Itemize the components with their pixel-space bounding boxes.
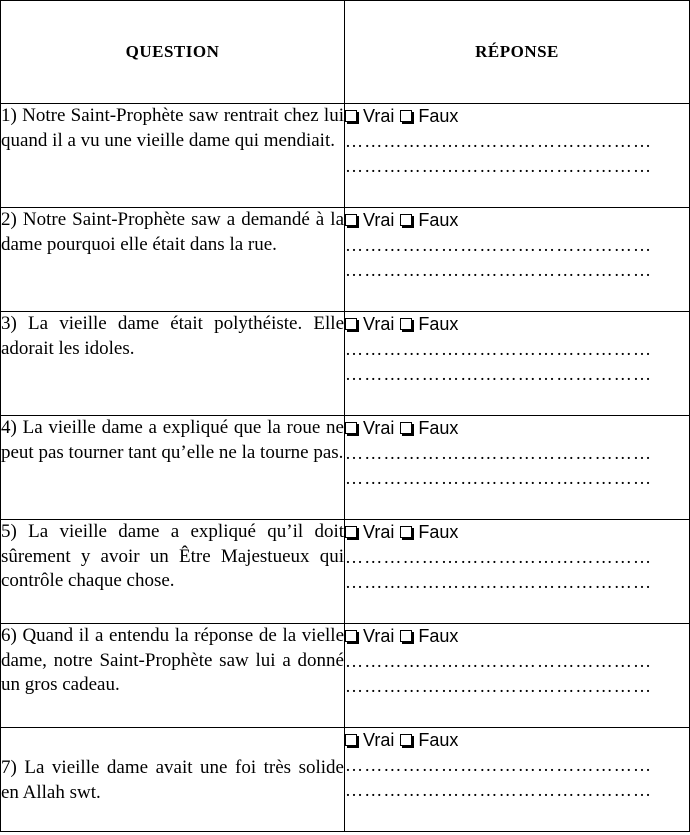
question-text: 6) Quand il a entendu la réponse de la vielle dame, notre Saint-Prophète saw lui a donné un gros cadeau. [1,624,345,728]
answer-line[interactable]: ………………………………………… [345,780,653,800]
answer-cell [345,624,690,728]
faux-checkbox[interactable] [400,630,412,642]
vrai-label: Vrai [363,314,395,334]
vrai-label: Vrai [363,730,395,750]
answer-cell [345,728,690,832]
faux-checkbox[interactable] [400,422,412,434]
faux-checkbox[interactable] [400,110,412,122]
answer-line[interactable]: ………………………………………… [345,676,653,696]
answer-line[interactable]: ………………………………………… [345,755,653,775]
question-row [1,416,690,520]
question-text: 1) Notre Saint-Prophète saw rentrait chez lui quand il a vu une vieille dame qui mendiait. [1,104,345,208]
answer-line[interactable]: ………………………………………… [345,260,653,280]
answer-line[interactable]: ………………………………………… [345,572,653,592]
answer-line[interactable]: ………………………………………… [345,651,653,671]
answer-cell [345,104,690,208]
vrai-checkbox[interactable] [345,318,357,330]
vrai-checkbox[interactable] [345,214,357,226]
question-row [1,728,690,832]
question-row [1,624,690,728]
question-text: 7) La vieille dame avait une foi très solide en Allah swt. [1,728,345,832]
question-column-header: QUESTION [1,1,345,104]
question-text: 5) La vieille dame a expliqué qu’il doit sûrement y avoir un Être Majestueux qui contrôle chaque chose. [1,520,345,624]
question-row [1,520,690,624]
faux-checkbox[interactable] [400,214,412,226]
vrai-label: Vrai [363,626,395,646]
faux-label: Faux [418,730,459,750]
vrai-checkbox[interactable] [345,422,357,434]
header-row [1,1,690,104]
question-text: 3) La vieille dame était polythéiste. Elle adorait les idoles. [1,312,345,416]
answer-cell [345,520,690,624]
faux-label: Faux [418,314,459,334]
answer-line[interactable]: ………………………………………… [345,235,653,255]
answer-cell [345,312,690,416]
vrai-label: Vrai [363,418,395,438]
vrai-label: Vrai [363,210,395,230]
answer-cell [345,416,690,520]
faux-checkbox[interactable] [400,526,412,538]
faux-checkbox[interactable] [400,734,412,746]
answer-line[interactable]: ………………………………………… [345,131,653,151]
vrai-checkbox[interactable] [345,110,357,122]
answer-line[interactable]: ………………………………………… [345,156,653,176]
faux-label: Faux [418,106,459,126]
vrai-label: Vrai [363,522,395,542]
question-text: 4) La vieille dame a expliqué que la roue ne peut pas tourner tant qu’elle ne la tourne pas. [1,416,345,520]
vrai-checkbox[interactable] [345,630,357,642]
faux-label: Faux [418,522,459,542]
faux-checkbox[interactable] [400,318,412,330]
faux-label: Faux [418,626,459,646]
answer-cell [345,208,690,312]
answer-line[interactable]: ………………………………………… [345,364,653,384]
answer-line[interactable]: ………………………………………… [345,547,653,567]
answer-column-header: RÉPONSE [345,1,690,104]
faux-label: Faux [418,418,459,438]
question-row [1,104,690,208]
faux-label: Faux [418,210,459,230]
vrai-checkbox[interactable] [345,734,357,746]
answer-line[interactable]: ………………………………………… [345,339,653,359]
vrai-label: Vrai [363,106,395,126]
question-row [1,208,690,312]
question-text: 2) Notre Saint-Prophète saw a demandé à la dame pourquoi elle était dans la rue. [1,208,345,312]
answer-line[interactable]: ………………………………………… [345,443,653,463]
vrai-checkbox[interactable] [345,526,357,538]
answer-line[interactable]: ………………………………………… [345,468,653,488]
question-row [1,312,690,416]
